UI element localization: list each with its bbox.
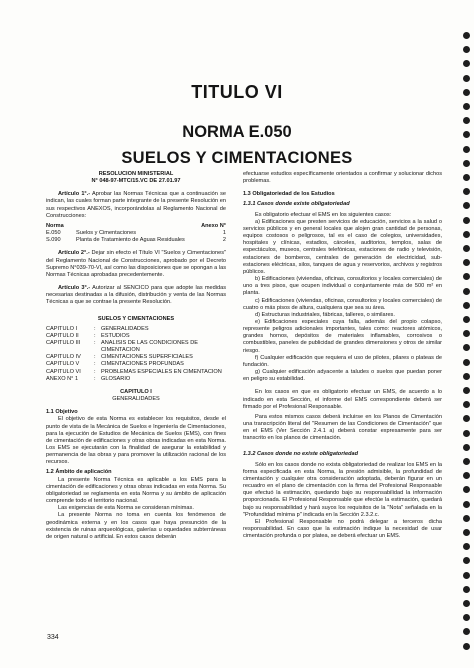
titulo-heading: TITULO VI bbox=[191, 82, 283, 102]
chapter-label: CAPITULO II bbox=[46, 332, 79, 339]
binder-hole-icon bbox=[463, 75, 470, 82]
binder-hole-icon bbox=[463, 46, 470, 53]
item-label: c) bbox=[255, 297, 260, 304]
chapter-label: ANEXO N° 1 bbox=[46, 375, 79, 382]
binder-hole-icon bbox=[463, 60, 470, 67]
item-label: f) bbox=[255, 354, 259, 361]
binder-hole-icon bbox=[463, 614, 470, 621]
binder-hole-icon bbox=[463, 430, 470, 437]
norm-anexo: 2 bbox=[222, 237, 226, 244]
resolution-number: N° 048-97-MTC/15.VC DE 27.01.97 bbox=[91, 178, 181, 185]
binder-hole-icon bbox=[463, 628, 470, 635]
chapter-title: GLOSARIO bbox=[101, 375, 131, 382]
norm-code: E.050 bbox=[46, 230, 61, 237]
list-item bbox=[243, 219, 442, 276]
right-intro: efectuarse estudios específicamente orientados a confirmar y solucionar dichos problemas. bbox=[243, 171, 442, 185]
binder-hole-icon bbox=[463, 202, 470, 209]
section-1-3-2-p1: Sólo en los casos donde no exista obligatoriedad de realizar los EMS en la forma especificada en esta Norma, la presión admisible, la profundidad de cimentación y cualquier otra consideración adoptada, deberán figurar en un recuadro en el plano de cimentación con la firma del Profesional Responsable que efectuó la estimación, quedando bajo su responsabilidad la información proporcionada. El Profesional Responsable que efectúe la estimación, quedará bajo su responsabilidad y hará suyos los requisitos de la "Nota" señalada en la "Profundidad mínima p" indicada en la Sección 2.3.2.c. bbox=[243, 461, 442, 518]
binder-hole-icon bbox=[463, 288, 470, 295]
chapter-title: ESTUDIOS bbox=[101, 332, 130, 339]
norms-header-anexo: Anexo N° bbox=[201, 222, 226, 229]
binder-hole-icon bbox=[463, 557, 470, 564]
article-2 bbox=[46, 250, 226, 279]
section-1-2-title: 1.2 Ámbito de aplicación bbox=[46, 469, 112, 476]
item-label: g) bbox=[255, 369, 260, 376]
item-text: Edificaciones que presten servicios de educación, servicios a la salud o servicios públicos y en general locales que alojen gran cantidad de personas, equipos costosos o peligrosos, tal es el caso de colegios, universidades, hospitales y clínicas, estadios, cárceles, auditorios, templos, salas de espectáculos, museos, centrales telefónicas, estaciones de radio y televisión, estaciones de bomberos, centrales de generación de electricidad, sub-estaciones eléctricas, silos, tanques de agua y reservorios, archivos y registros públicos. bbox=[243, 218, 443, 275]
article-2-label: Artículo 2°.- bbox=[58, 250, 90, 257]
list-item bbox=[243, 276, 442, 297]
right-column bbox=[243, 171, 442, 540]
binder-hole-icon bbox=[463, 486, 470, 493]
binder-hole-icon bbox=[463, 543, 470, 550]
article-1 bbox=[46, 191, 226, 220]
section-1-3-1-intro: Es obligatorio efectuar el EMS en los siguientes casos: bbox=[255, 211, 392, 218]
chapter-title: CIMENTACIONES SUPERFICIALES bbox=[101, 354, 193, 361]
ems-paragraph: En los casos en que es obligatorio efectuar un EMS, de acuerdo a lo indicado en esta Sección, el informe del EMS correspondiente deberá ser firmado por el Profesional Responsable. bbox=[243, 389, 442, 410]
section-1-3-2-title: 1.3.2 Casos donde no existe obligatoriedad bbox=[243, 451, 359, 458]
item-text: Edificaciones especiales cuya falla, además del propio colapso, represente peligros adicionales importantes, tales como: reactores atómicos, grandes hornos, depósitos de materiales inflamables, corrosivos o combustibles, paneles de publicidad de grandes dimensiones y otros de similar riesgo. bbox=[243, 318, 442, 354]
binder-hole-icon bbox=[463, 401, 470, 408]
norm-anexo: 1 bbox=[222, 230, 226, 237]
binder-hole-icon bbox=[463, 501, 470, 508]
section-1-1-text: El objetivo de esta Norma es establecer los requisitos, desde el punto de vista de la Mecánica de Suelos e Ingeniería de Cimentaciones, para la ejecución de Estudios de Mecánica de Suelos (EMS), con fines de cimentación de edificaciones y otras obras indicadas en esta Norma. Los EMS se ejecutarán con la finalidad de asegurar la estabilidad y permanencia de las obras y para promover la utilización racional de los recursos. bbox=[46, 416, 226, 466]
binder-hole-icon bbox=[463, 245, 470, 252]
chapter-1-label: CAPITULO I bbox=[120, 388, 152, 395]
chapter-title: GENERALIDADES bbox=[101, 325, 149, 332]
binder-hole-icon bbox=[463, 174, 470, 181]
binder-hole-icon bbox=[463, 217, 470, 224]
binder-hole-icon bbox=[463, 344, 470, 351]
section-1-2-p3: La presente Norma no toma en cuenta los fenómenos de geodinámica externa y en los casos que haya presunción de la existencia de ruinas arqueológicas, galerías u oquedades subterráneas de origen natural o artificial. En estos casos deberán bbox=[46, 512, 226, 540]
binder-hole-icon bbox=[463, 387, 470, 394]
chapter-label: CAPITULO V bbox=[46, 361, 80, 368]
norm-desc: Suelos y Cimentaciones bbox=[76, 230, 137, 237]
item-label: e) bbox=[255, 318, 260, 325]
item-text: Estructuras industriales, fábricas, talleres, o similares. bbox=[261, 311, 395, 318]
article-2-text: Dejar sin efecto el Título VI "Suelos y Cimentaciones" del Reglamento Nacional de Construcciones, aprobado por el Decreto Supremo N°039-70-VI, así como las disposiciones que se opongan a las Normas Técnicas aprobadas precedentemente. bbox=[46, 250, 226, 278]
chapter-label: CAPITULO III bbox=[46, 339, 81, 346]
left-column bbox=[46, 171, 226, 541]
binder-hole-icon bbox=[463, 572, 470, 579]
norms-header-norma: Norma bbox=[46, 222, 64, 229]
list-item bbox=[243, 312, 442, 319]
list-item bbox=[243, 355, 442, 369]
binder-hole-icon bbox=[463, 273, 470, 280]
chapter-label: CAPITULO VI bbox=[46, 368, 81, 375]
section-1-3-title: 1.3 Obligatoriedad de los Estudios bbox=[243, 191, 335, 198]
binder-hole-icon bbox=[463, 32, 470, 39]
binder-hole-icon bbox=[463, 373, 470, 380]
binder-hole-icon bbox=[463, 259, 470, 266]
section-1-3-2-p2: El Profesional Responsable no podrá delegar a terceros dicha responsabilidad. En caso que la estimación indique la necesidad de usar cimentación profunda o por platea, se deberá efectuar un EMS. bbox=[243, 518, 442, 540]
binder-hole-icon bbox=[463, 458, 470, 465]
article-1-text: Aprobar las Normas Técnicas que a continuación se indican, las cuales forman parte integrante de la presente Resolución en sus respectivos ANEXOS, incorporándolas al Reglamento Nacional de Construcciones: bbox=[46, 191, 226, 219]
norms-table bbox=[46, 223, 226, 244]
binder-hole-icon bbox=[463, 600, 470, 607]
resolution-title: RESOLUCION MINISTERIAL bbox=[98, 171, 174, 177]
section-1-2-p1: La presente Norma Técnica es aplicable a los EMS para la cimentación de edificaciones y otras obras indicadas en esta Norma. Su obligatoriedad se reglamenta en esta Norma y su ámbito de aplicación comprende todo el territorio nacional. bbox=[46, 476, 226, 505]
binder-hole-icon bbox=[463, 444, 470, 451]
binder-hole-icon bbox=[463, 529, 470, 536]
section-1-2-p2: Las exigencias de esta Norma se consideran mínimas. bbox=[58, 505, 194, 512]
binder-hole-icon bbox=[463, 586, 470, 593]
chapter-title: ANALISIS DE LAS CONDICIONES DE CIMENTACION bbox=[101, 339, 198, 354]
section-1-1-title: 1.1 Objetivo bbox=[46, 409, 78, 416]
norm-code: S.090 bbox=[46, 237, 61, 244]
binder-hole-icon bbox=[463, 316, 470, 323]
chapters-list: CAPITULO I : GENERALIDADES CAPITULO II : ESTUDIOS CAPITULO III : ANALISIS DE LAS CONDICIONES DE CIMENTACION CAPITULO IV : CIMENTACIONES SUPERFICIALES CAPITULO V : CIMENTACIONES PROFUNDAS CAPITULO VI : PROBLEMAS ESPECIALES EN CIMENTACION ANEXO N° 1 : GLOSARIO bbox=[46, 326, 226, 383]
norm-desc: Planta de Tratamiento de Aguas Residuales bbox=[76, 237, 185, 244]
page-number: 334 bbox=[47, 634, 59, 641]
list-item bbox=[243, 298, 442, 312]
ems-paragraph-2: Para estos mismos casos deberá incluirse en los Planos de Cimentación una transcripción literal del "Resumen de las Condiciones de Cimentación" que en el EMS (Ver Sección 2.4.1 a) deberá constar expresamente para ser transcrito en los planos de cimentación. bbox=[243, 413, 442, 442]
section-1-3-1-title: 1.3.1 Casos donde existe obligatoriedad bbox=[243, 201, 350, 208]
chapter-label: CAPITULO IV bbox=[46, 354, 81, 361]
item-text: Cualquier edificación adyacente a taludes o suelos que puedan poner en peligro su estabilidad. bbox=[243, 369, 442, 383]
article-3-label: Artículo 3°.- bbox=[58, 285, 91, 292]
chapter-title: CIMENTACIONES PROFUNDAS bbox=[101, 361, 184, 368]
item-label: a) bbox=[255, 218, 260, 225]
article-1-label: Artículo 1°.- bbox=[58, 191, 91, 198]
binder-hole-icon bbox=[463, 103, 470, 110]
article-3-text: Autorizar al SENCICO para que adopte las medidas necesarias destinadas a la difusión, distribución y venta de las Normas Técnicas a que se contrae la presente Resolución. bbox=[46, 285, 227, 306]
list-item bbox=[243, 369, 442, 383]
chapter-1-title: GENERALIDADES bbox=[112, 396, 160, 403]
suelos-heading: SUELOS Y CIMENTACIONES bbox=[121, 149, 353, 167]
binder-hole-icon bbox=[463, 188, 470, 195]
item-label: b) bbox=[255, 276, 260, 283]
chapter-label: CAPITULO I bbox=[46, 325, 78, 332]
binder-hole-icon bbox=[463, 359, 470, 366]
contents-heading: SUELOS Y CIMENTACIONES bbox=[97, 315, 175, 322]
binder-hole-icon bbox=[463, 643, 470, 650]
article-3 bbox=[46, 285, 226, 306]
binder-hole-icon bbox=[463, 330, 470, 337]
item-text: Edificaciones (viviendas, oficinas, consultorios y locales comerciales) de cuatro o más pisos de altura, cualquiera que sea su área. bbox=[243, 297, 442, 311]
chapter-title: PROBLEMAS ESPECIALES EN CIMENTACION bbox=[101, 368, 222, 375]
item-text: Edificaciones (viviendas, oficinas, consultorios y locales comerciales) de uno a tres pisos, que ocupen individual o conjuntamente más de 500 m² en planta. bbox=[243, 276, 442, 297]
norma-heading: NORMA E.050 bbox=[182, 123, 292, 141]
binder-hole-icon bbox=[463, 302, 470, 309]
binder-hole-icon bbox=[463, 472, 470, 479]
item-text: Cualquier edificación que requiera el uso de pilotes, pilares o plateas de fundación. bbox=[243, 354, 442, 368]
list-item bbox=[243, 319, 442, 355]
binder-hole-icon bbox=[463, 515, 470, 522]
binder-hole-icon bbox=[463, 231, 470, 238]
item-label: d) bbox=[255, 311, 260, 318]
binder-hole-icon bbox=[463, 415, 470, 422]
